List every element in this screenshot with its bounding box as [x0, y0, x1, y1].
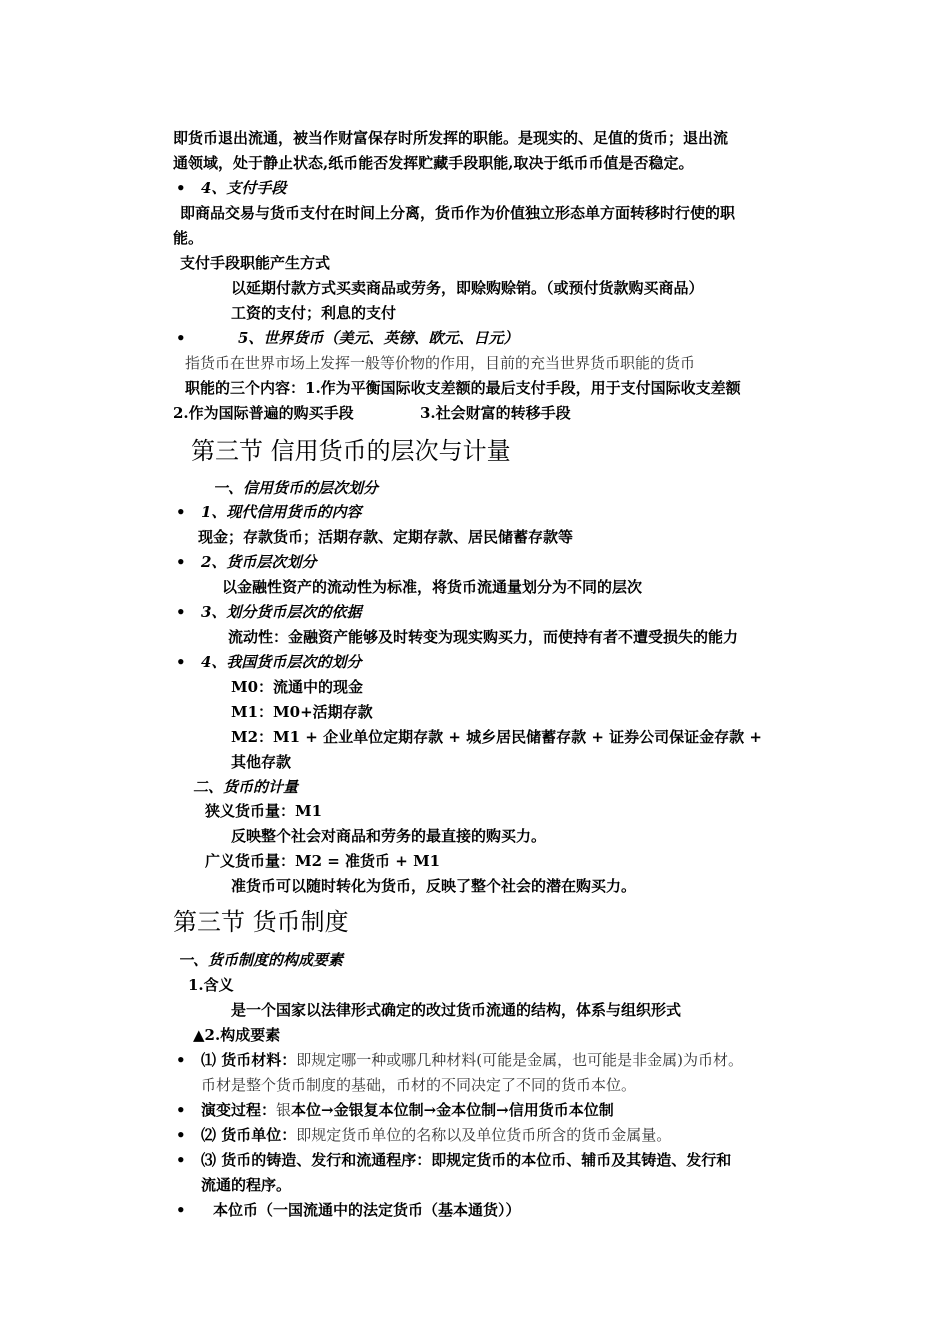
paragraph-line: M2：M1 + 企业单位定期存款 + 城乡居民储蓄存款 + 证券公司保证金存款 +	[231, 728, 762, 746]
paragraph-line: 本位币（一国流通中的法定货币（基本通货））	[213, 1201, 521, 1219]
paragraph-line: 准货币可以随时转化为货币，反映了整个社会的潜在购买力。	[231, 877, 637, 895]
paragraph-line: 能。	[173, 229, 204, 247]
paragraph-line: 职能的三个内容：1.作为平衡国际收支差额的最后支付手段，用于支付国际收支差额	[185, 379, 741, 397]
item-heading: 4、支付手段	[201, 179, 287, 197]
section-heading: 第三节 信用货币的层次与计量	[191, 437, 511, 465]
paragraph-line: 以延期付款方式买卖商品或劳务，即赊购赊销。（或预付货款购买商品）	[231, 279, 704, 297]
subsection-heading: 一、信用货币的层次划分	[213, 479, 379, 497]
bullet-marker: •	[176, 329, 186, 347]
item-heading: 2、货币层次划分	[201, 553, 317, 571]
list-item	[201, 1125, 671, 1145]
subsection-heading: 一、货币制度的构成要素	[178, 951, 344, 969]
item-label: 演变过程：	[201, 1101, 277, 1119]
bullet-marker: •	[176, 179, 186, 197]
list-item	[201, 1050, 743, 1070]
item-label: ⑵ 货币单位：	[201, 1126, 297, 1144]
paragraph-line: 3.社会财富的转移手段	[420, 404, 571, 422]
bullet-marker: •	[176, 503, 186, 521]
item-text: 本位→金银复本位制→金本位制→信用货币本位制	[291, 1101, 614, 1119]
bullet-marker: •	[176, 1051, 186, 1069]
paragraph-line: 通领域，处于静止状态,纸币能否发挥贮藏手段职能,取决于纸币币值是否稳定。	[173, 154, 694, 172]
bullet-marker: •	[176, 553, 186, 571]
paragraph-line: 现金；存款货币；活期存款、定期存款、居民储蓄存款等	[198, 528, 574, 546]
paragraph-line: 1.含义	[188, 976, 234, 994]
paragraph-line: ▲2.构成要素	[193, 1026, 281, 1044]
item-text: 银	[276, 1101, 292, 1119]
paragraph-line: 工资的支付；利息的支付	[231, 304, 397, 322]
paragraph-line: 指货币在世界市场上发挥一般等价物的作用，目前的充当世界货币职能的货币	[185, 354, 696, 372]
bullet-marker: •	[176, 603, 186, 621]
item-label: ⑴ 货币材料：	[201, 1051, 297, 1069]
item-heading: 4、我国货币层次的划分	[201, 653, 362, 671]
paragraph-line: M1：M0+活期存款	[231, 703, 373, 721]
paragraph-line: 反映整个社会对商品和劳务的最直接的购买力。	[231, 827, 547, 845]
item-text: 即规定货币单位的名称以及单位货币所含的货币金属量。	[296, 1126, 672, 1144]
paragraph-line: 其他存款	[231, 753, 292, 771]
subsection-heading: 二、货币的计量	[193, 778, 299, 796]
paragraph-line: 币材是整个货币制度的基础，币材的不同决定了不同的货币本位。	[201, 1076, 637, 1094]
bullet-marker: •	[176, 1201, 186, 1219]
item-heading: 5、世界货币（美元、英镑、欧元、日元）	[238, 329, 519, 347]
paragraph-line: 支付手段职能产生方式	[180, 254, 331, 272]
paragraph-line: 流动性：金融资产能够及时转变为现实购买力，而使持有者不遭受损失的能力	[228, 628, 739, 646]
item-text: 即规定哪一种或哪几种材料(可能是金属，也可能是非金属)为币材。	[296, 1051, 743, 1069]
paragraph-line: 以金融性资产的流动性为标准，将货币流通量划分为不同的层次	[222, 578, 643, 596]
bullet-marker: •	[176, 653, 186, 671]
paragraph-line: 狭义货币量：M1	[205, 802, 323, 820]
paragraph-line: 即商品交易与货币支付在时间上分离，货币作为价值独立形态单方面转移时行使的职	[180, 204, 736, 222]
paragraph-line: 2.作为国际普遍的购买手段	[173, 404, 354, 422]
bullet-marker: •	[176, 1151, 186, 1169]
paragraph-line: 即货币退出流通，被当作财富保存时所发挥的职能。是现实的、足值的货币；退出流	[173, 129, 729, 147]
section-heading: 第三节 货币制度	[173, 908, 349, 936]
list-item	[201, 1100, 614, 1120]
paragraph-line: M0：流通中的现金	[231, 678, 364, 696]
bullet-marker: •	[176, 1101, 186, 1119]
paragraph-line: ⑶ 货币的铸造、发行和流通程序：即规定货币的本位币、辅币及其铸造、发行和	[201, 1151, 732, 1169]
paragraph-line: 是一个国家以法律形式确定的改过货币流通的结构，体系与组织形式	[231, 1001, 682, 1019]
paragraph-line: 广义货币量：M2 = 准货币 + M1	[205, 852, 441, 870]
item-heading: 3、划分货币层次的依据	[201, 603, 362, 621]
bullet-marker: •	[176, 1126, 186, 1144]
item-heading: 1、现代信用货币的内容	[201, 503, 362, 521]
paragraph-line: 流通的程序。	[201, 1176, 292, 1194]
